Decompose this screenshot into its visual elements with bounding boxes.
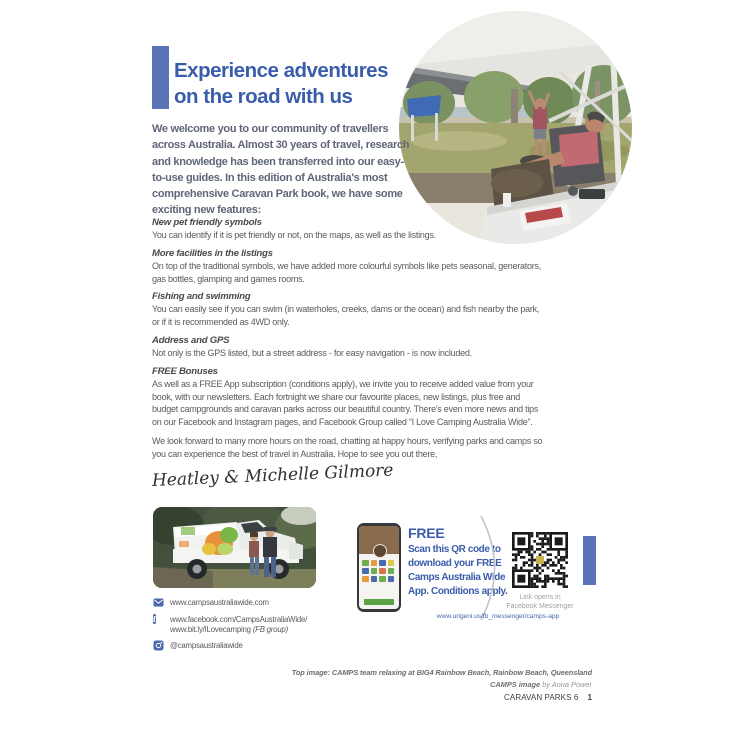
- facebook-row: [153, 614, 307, 634]
- feature-heading: New pet friendly symbols: [152, 217, 262, 228]
- facebook-icon: f: [153, 614, 156, 624]
- team-vehicle-photo: [153, 507, 316, 588]
- image-credit-bold: CAMPS image: [489, 680, 541, 689]
- feature-list: [152, 217, 544, 461]
- image-credit-rest: by Anna Power: [540, 680, 592, 689]
- free-promo-line: App. Conditions apply.: [408, 586, 508, 597]
- image-credit: [240, 680, 592, 689]
- page-number: 1: [587, 693, 592, 702]
- feature-body: As well as a FREE App subscription (conditions apply), we invite you to receive added value from your book, with our newsletters. Each fortnight we share our favourite places, new listings, plus free and budget campgrounds and caravan parks across our beautiful country. There's even more news and tips on our Facebook and Instagram pages, and Facebook Group called “I Love Camping Australia Wide”.: [152, 378, 539, 428]
- contact-links: [153, 597, 307, 657]
- feature-address-gps: [152, 335, 544, 360]
- free-heading: FREE: [408, 525, 445, 541]
- instagram-row: [153, 640, 307, 651]
- page-title-line2: on the road with us: [174, 85, 353, 108]
- top-image-caption: Top image: CAMPS team relaxing at BIG4 Rainbow Beach, Rainbow Beach, Queensland: [291, 668, 592, 677]
- qr-code: [512, 532, 568, 588]
- qr-note: [494, 594, 586, 612]
- feature-heading: More facilities in the listings: [152, 247, 273, 259]
- app-phone-mockup: [357, 523, 401, 612]
- feature-body: You can easily see if you can swim (in waterholes, creeks, dams or the ocean) and fish nearby the park, or if it is recommended as 4WD only.: [152, 304, 540, 328]
- title-accent-bar: [152, 46, 169, 109]
- instagram-icon: [153, 640, 164, 651]
- feature-body: Not only is the GPS listed, but a street address - for easy navigation - is now included.: [152, 347, 472, 358]
- facebook-page-link[interactable]: www.facebook.com/CampsAustraliaWide/: [170, 615, 308, 624]
- campsite-photo-illustration: [399, 11, 632, 244]
- signature: Heatley & Michelle Gilmore: [151, 460, 394, 491]
- feature-more-facilities: [152, 248, 544, 286]
- feature-heading: Address and GPS: [152, 334, 230, 346]
- qr-note-line2: Facebook Messenger: [506, 602, 574, 610]
- app-download-button: [364, 599, 394, 605]
- feature-heading: FREE Bonuses: [152, 365, 218, 377]
- free-promo-line: download your FREE: [408, 558, 502, 569]
- feature-body: You can identify if it is pet friendly or not, on the maps, as well as the listings.: [152, 230, 436, 240]
- camps-vehicle-illustration: [153, 507, 316, 588]
- page-title-line1: Experience adventures: [174, 59, 388, 82]
- feature-body: On top of the traditional symbols, we have added more colourful symbols like pets seasonal, generators, gas bottles, glamping and games rooms.: [152, 260, 541, 284]
- app-icon-grid: [362, 560, 396, 582]
- app-url-link[interactable]: www.urlgeni.us/fb_messenger/camps-app: [436, 613, 560, 620]
- free-promo-line: Camps Australia Wide: [408, 572, 506, 583]
- app-logo: [373, 544, 387, 558]
- feature-heading: Fishing and swimming: [152, 291, 251, 303]
- facebook-group-link[interactable]: www.bit.ly/ILovecamping: [170, 624, 251, 634]
- book-title: CARAVAN PARKS 6: [504, 693, 579, 702]
- page-title: [174, 58, 388, 110]
- website-link[interactable]: www.campsaustraliawide.com: [170, 598, 269, 607]
- facebook-group-note: (FB group): [252, 624, 289, 634]
- feature-pet-symbols: [152, 217, 544, 242]
- hero-photo: [399, 11, 632, 244]
- qr-note-line1: Link opens in: [519, 594, 561, 601]
- right-accent-bar: [583, 536, 596, 585]
- free-promo-line: Scan this QR code to: [408, 544, 501, 555]
- envelope-icon: [153, 597, 164, 608]
- closing-paragraph: We look forward to many more hours on the road, chatting at happy hours, verifying parks and camps so you can experience the best of travel in Australia. Hope to see you out there,: [152, 435, 543, 459]
- intro-paragraph: We welcome you to our community of travellers across Australia. Almost 30 years of travel, research and knowledge has been transferred into our easy-to-use guides. In this edition of Australia's most comprehensive Caravan Park book, we have some exciting new features:: [152, 123, 410, 217]
- website-row: [153, 597, 307, 608]
- page-footer: [240, 693, 592, 702]
- instagram-handle[interactable]: @campsaustraliawide: [170, 641, 243, 650]
- feature-fishing-swimming: [152, 291, 544, 329]
- feature-free-bonuses: [152, 366, 544, 429]
- facebook-links: [170, 614, 307, 634]
- app-screen: [359, 526, 399, 609]
